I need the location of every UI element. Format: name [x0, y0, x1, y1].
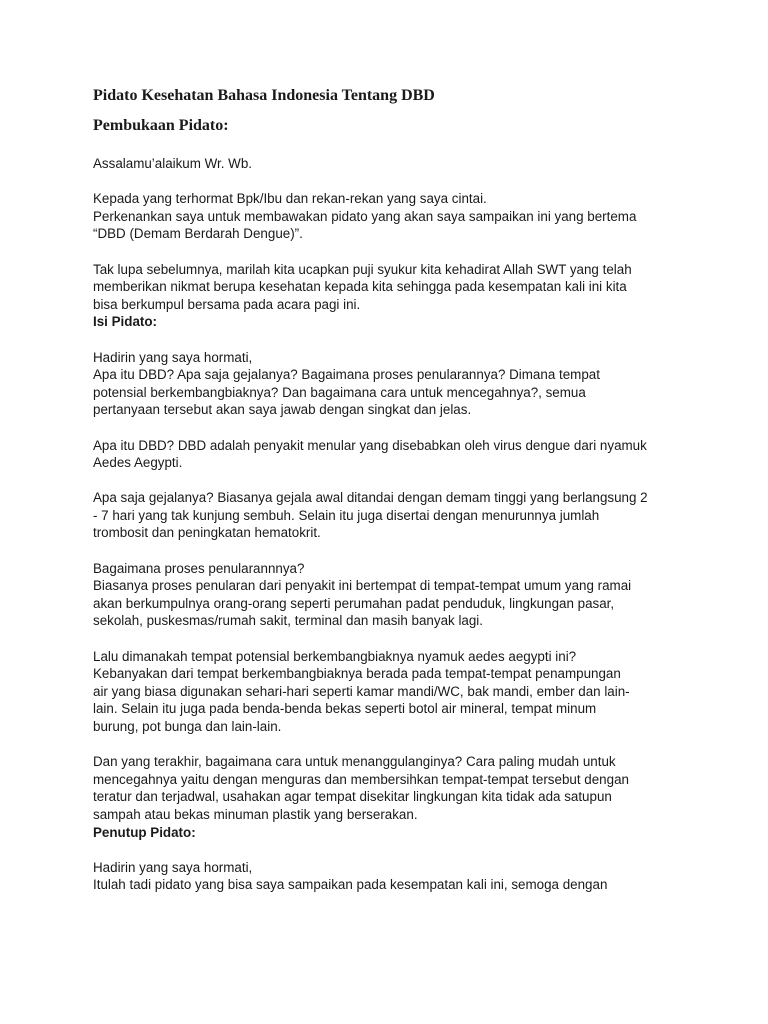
- symptoms-line: - 7 hari yang tak kunjung sembuh. Selain itu juga disertai dengan menurunnya jumlah: [93, 507, 600, 523]
- breeding-line: burung, pot bunga dan lain-lain.: [93, 719, 282, 734]
- breeding-line: lain. Selain itu juga pada benda-benda bekas seperti botol air mineral, tempat minum: [93, 701, 597, 717]
- intro-paragraph: [93, 190, 683, 243]
- prevention-line: Dan yang terakhir, bagaimana cara untuk menanggulanginya? Cara paling mudah untuk: [93, 754, 616, 770]
- closing-line: Itulah tadi pidato yang bisa saya sampaikan pada kesempatan kali ini, semoga dengan: [93, 877, 608, 893]
- transmission-line: Bagaimana proses penularannnya?: [93, 560, 305, 576]
- questions-line: Hadirin yang saya hormati,: [93, 349, 253, 365]
- transmission-line: Biasanya proses penularan dari penyakit ini bertempat di tempat-tempat umum yang ramai: [93, 578, 632, 594]
- gratitude-paragraph: [93, 261, 683, 314]
- transmission-line: sekolah, puskesmas/rumah sakit, terminal dan masih banyak lagi.: [93, 613, 484, 629]
- greeting-paragraph: [93, 155, 683, 173]
- document-title: Pidato Kesehatan Bahasa Indonesia Tentang DBD: [93, 87, 435, 104]
- what-is-line: Apa itu DBD? DBD adalah penyakit menular yang disebabkan oleh virus dengue dari nyamuk: [93, 437, 647, 453]
- intro-line: Kepada yang terhormat Bpk/Ibu dan rekan-rekan yang saya cintai.: [93, 191, 487, 207]
- prevention-line: teratur dan terjadwal, usahakan agar tempat disekitar lingkungan kita tidak ada satupun: [93, 789, 612, 805]
- questions-line: Apa itu DBD? Apa saja gejalanya? Bagaimana proses penularannya? Dimana tempat: [93, 367, 600, 383]
- prevention-paragraph: [93, 753, 683, 823]
- questions-line: pertanyaan tersebut akan saya jawab dengan singkat dan jelas.: [93, 402, 472, 418]
- closing-heading: Penutup Pidato:: [93, 824, 196, 840]
- greeting-line: Assalamu’alaikum Wr. Wb.: [93, 156, 252, 171]
- questions-line: potensial berkembangbiaknya? Dan bagaimana cara untuk mencegahnya?, semua: [93, 384, 586, 400]
- what-is-dbd-paragraph: [93, 437, 683, 472]
- symptoms-line: trombosit dan peningkatan hematokrit.: [93, 525, 321, 541]
- gratitude-line: memberikan nikmat berupa kesehatan kepada kita sehingga pada kesempatan kali ini kita: [93, 279, 627, 295]
- transmission-paragraph: [93, 560, 683, 630]
- body-heading: Isi Pidato:: [93, 314, 157, 330]
- prevention-line: sampah atau bekas minuman plastik yang berserakan.: [93, 806, 418, 822]
- intro-line: “DBD (Demam Berdarah Dengue)”.: [93, 226, 303, 242]
- breeding-line: Kebanyakan dari tempat berkembangbiaknya berada pada tempat-tempat penampungan: [93, 666, 621, 682]
- breeding-line: Lalu dimanakah tempat potensial berkembangbiaknya nyamuk aedes aegypti ini?: [93, 648, 577, 664]
- gratitude-line: Tak lupa sebelumnya, marilah kita ucapkan puji syukur kita kehadirat Allah SWT yang telah: [93, 261, 632, 277]
- symptoms-paragraph: [93, 489, 683, 542]
- closing-paragraph: [93, 859, 683, 894]
- questions-paragraph: [93, 349, 683, 419]
- closing-line: Hadirin yang saya hormati,: [93, 859, 253, 875]
- breeding-line: air yang biasa digunakan sehari-hari seperti kamar mandi/WC, bak mandi, ember dan lain-: [93, 683, 630, 699]
- document-content: [93, 86, 683, 894]
- transmission-line: akan berkumpulnya orang-orang seperti perumahan padat penduduk, lingkungan pasar,: [93, 595, 615, 611]
- intro-line: Perkenankan saya untuk membawakan pidato yang akan saya sampaikan ini yang bertema: [93, 208, 637, 224]
- what-is-line: Aedes Aegypti.: [93, 455, 183, 471]
- symptoms-line: Apa saja gejalanya? Biasanya gejala awal ditandai dengan demam tinggi yang berlangsung 2: [93, 490, 648, 506]
- breeding-paragraph: [93, 648, 683, 736]
- opening-heading: Pembukaan Pidato:: [93, 117, 229, 134]
- gratitude-line: bisa berkumpul bersama pada acara pagi ini.: [93, 296, 361, 312]
- prevention-line: mencegahnya yaitu dengan menguras dan membersihkan tempat-tempat tersebut dengan: [93, 771, 629, 787]
